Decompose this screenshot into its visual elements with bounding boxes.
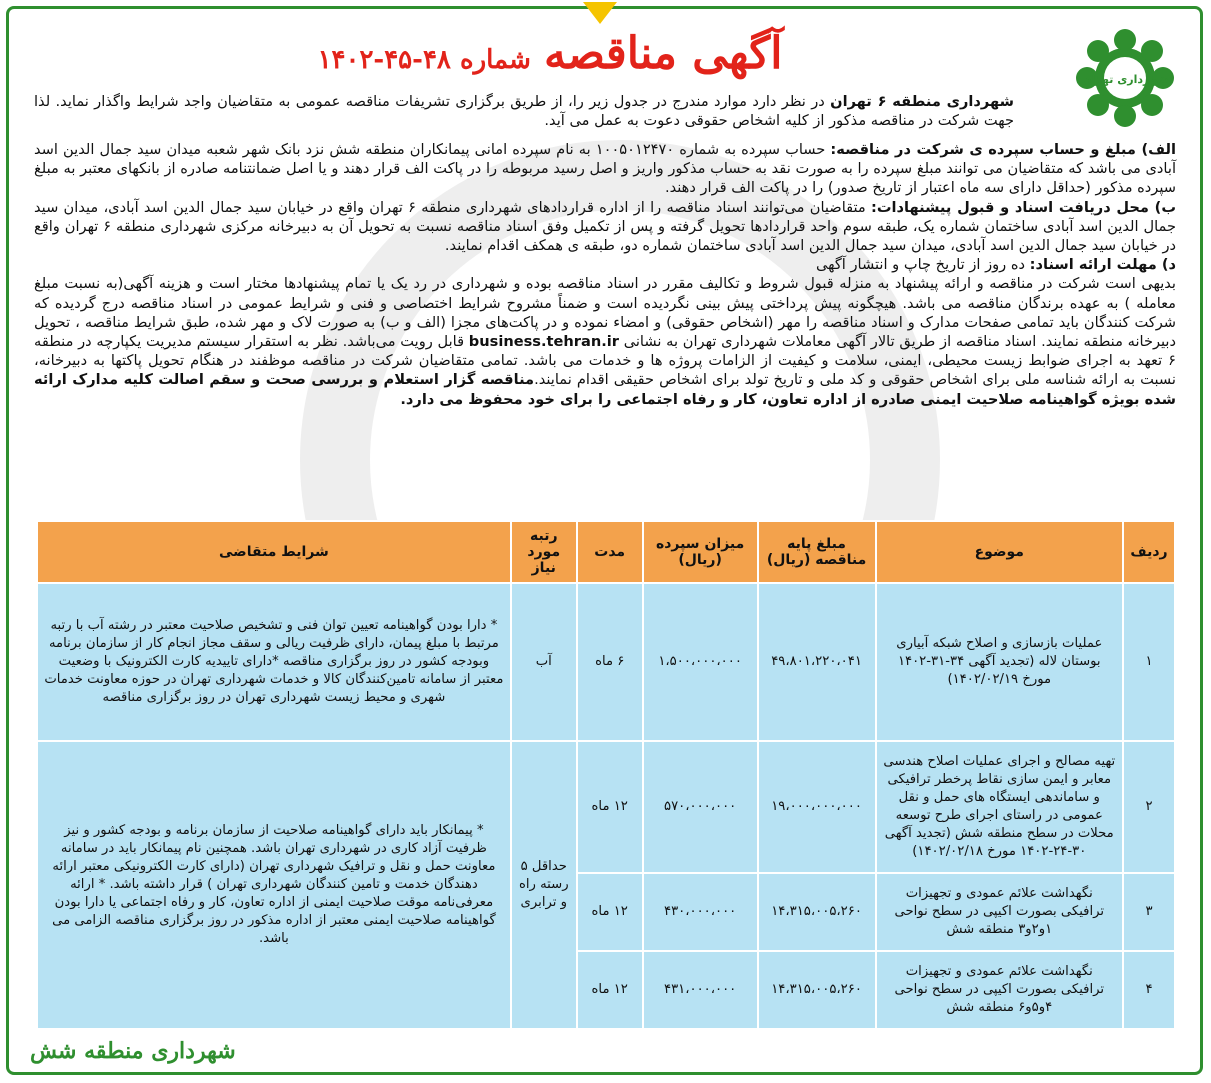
cell-duration: ۱۲ ماه [577,741,643,873]
section-b-text: متقاضیان می‌توانند اسناد مناقصه را از اداره قراردادهای شهرداری منطقه ۶ تهران واقع در خیابان سید جمال الدین اسد آبادی، میدان سید جمال الدین اسد آبادی ساختمان شماره یک، طبقه سوم واحد قراردادها تحویل گرفته و پس از تکمیل وفق اسناد مناقصه نسبت به تحویل آن به دبیرخانه مرکزی شهرداری منطقه ۶ تهران واقع در خیابان سید جمال الدین اسد آبادی، میدان سید جمال الدین اسد آبادی ساختمان شماره دو، طبقه ی همکف اقدام نمایند. [34,198,1176,255]
title-main: آگهی مناقصه [543,28,783,79]
ad-title [270,28,830,79]
cell-deposit: ۴۳۰،۰۰۰،۰۰۰ [643,873,758,951]
tender-table [36,520,1176,1030]
notes-bold-end: مناقصه گزار استعلام و بررسی صحت و سقم اصالت کلیه مدارک ارائه شده بویژه گواهینامه صلاحیت ایمنی صادره از اداره تعاون، کار و رفاه اجتماعی را برای خود محفوظ می دارد. [34,371,1176,408]
logo-text: شهرداری تهران [1082,73,1168,86]
table-row [37,583,1175,741]
cell-deposit: ۴۳۱،۰۰۰،۰۰۰ [643,951,758,1029]
cell-base-amount: ۱۹،۰۰۰،۰۰۰،۰۰۰ [758,741,876,873]
section-b-heading: ب) محل دریافت اسناد و قبول پیشنهادات: [871,198,1176,216]
cell-base-amount: ۱۴،۳۱۵،۰۰۵،۲۶۰ [758,873,876,951]
cell-subject: نگهداشت علائم عمودی و تجهیزات ترافیکی بصورت اکیپی در سطح نواحی ۱و۲و۳ منطقه شش [876,873,1123,951]
cell-base-amount: ۴۹،۸۰۱،۲۲۰،۰۴۱ [758,583,876,741]
tehran-municipality-logo-icon [1069,22,1181,134]
cell-deposit: ۵۷۰،۰۰۰،۰۰۰ [643,741,758,873]
cell-subject: عملیات بازسازی و اصلاح شبکه آبیاری بوستان لاله (تجدید آگهی ۳۴-۳۱-۱۴۰۲ مورخ ۱۴۰۲/۰۲/۱۹) [876,583,1123,741]
header-base-amount: مبلغ پایه مناقصه (ریال) [758,521,876,583]
title-number: شماره ۴۸-۴۵-۱۴۰۲ [317,45,531,75]
section-a-text: حساب سپرده به شماره ۱۰۰۵۰۱۲۴۷۰ به نام سپرده امانی پیمانکاران منطقه شش نزد بانک شهر شعبه میدان سید جمال الدین اسد آبادی می باشد که متقاضیان می توانند مبلغ سپرده را به صورت نقد به حساب مذکور واریز و اصل رسید مربوطه را در پاکت الف قرار دهند و یا اصل ضمانتنامه صادره از بانکهای معتبر به مبلغ سپرده مذکور (حداقل دارای سه ماه اعتبار از تاریخ صدور) را در پاکت الف قرار دهند. [34,141,1176,197]
notes-url: business.tehran.ir [468,333,619,351]
section-d-text: ده روز از تاریخ چاپ و انتشار آگهی [815,256,1030,274]
notes-text-2: قابل رویت می‌باشد. نظر به استقرار سیستم مدیریت یکپارچه در منطقه ۶ تعهد به اجرای ضوابط زیست محیطی، ایمنی، سلامت و کیفیت از الزامات پروژه ها و خدمات می باشد. تمامی متقاضیان شرکت در مناقصه موظفند در هنگام تحویل پاکتها به دبیرخانه، نسبت به ارائه شناسه ملی برای اشخاص حقوقی و کد ملی و تاریخ تولد برای اشخاص حقیقی اقدام نمایند. [34,333,1176,389]
cell-deposit: ۱،۵۰۰،۰۰۰،۰۰۰ [643,583,758,741]
cell-grade-merged: حداقل ۵ رسته راه و ترابری [511,741,577,1029]
cell-duration: ۱۲ ماه [577,873,643,951]
footer-signature: شهرداری منطقه شش [30,1038,236,1064]
section-a-heading: الف) مبلغ و حساب سپرده ی شرکت در مناقصه: [830,141,1176,158]
intro-org: شهرداری منطقه ۶ تهران [830,93,1014,110]
cell-duration: ۱۲ ماه [577,951,643,1029]
cell-grade: آب [511,583,577,741]
sections-block [34,140,1176,409]
cell-row-number: ۱ [1123,583,1175,741]
header-grade: رتبه مورد نیاز [511,521,577,583]
header-conditions: شرایط متقاضی [37,521,511,583]
header-duration: مدت [577,521,643,583]
cell-subject: نگهداشت علائم عمودی و تجهیزات ترافیکی بصورت اکیپی در سطح نواحی ۴و۵و۶ منطقه شش [876,951,1123,1029]
intro-block [34,92,1014,130]
header-subject: موضوع [876,521,1123,583]
header-row-number: ردیف [1123,521,1175,583]
cell-conditions-merged: * پیمانکار باید دارای گواهینامه صلاحیت از سازمان برنامه و بودجه کشور و نیز ظرفیت آزاد کاری در شهرداری تهران باشد. همچنین نام پیمانکار باید در سامانه معاونت حمل و نقل و ترافیک شهرداری تهران (دارای کارت الکترونیکی معتبر ارائه دهندگان خدمت و تامین کنندگان شهرداری تهران ) قرار داشته باشد. * ارائه معرفی‌نامه موقت صلاحیت ایمنی از اداره تعاون، کار و رفاه اجتماعی یا دارا بودن گواهینامه صلاحیت ایمنی معتبر از اداره مذکور در روز برگزاری مناقصه الزامی می باشد. [37,741,511,1029]
intro-text: در نظر دارد موارد مندرج در جدول زیر را، از طریق برگزاری تشریفات مناقصه عمومی به متقاضیان واجد شرایط واگذار نماید. لذا جهت شرکت در مناقصه مذکور از کلیه اشخاص حقوقی دعوت به عمل می آید. [34,93,1014,130]
cell-conditions: * دارا بودن گواهینامه تعیین توان فنی و تشخیص صلاحیت معتبر در رشته آب با رتبه مرتبط با مبلغ پیمان، دارای ظرفیت ریالی و سقف مجاز انجام کار از سازمان برنامه وبودجه کشور در روز برگزاری مناقصه *دارای تاییدیه کارت الکترونیک با وضعیت معتبر از سامانه تامین‌کنندگان کالا و خدمات شهرداری تهران در حوزه معاونت خدمات شهری و محیط زیست شهرداری تهران در روز برگزاری مناقصه [37,583,511,741]
table-header-row [37,521,1175,583]
cell-row-number: ۴ [1123,951,1175,1029]
header-deposit: میزان سپرده (ریال) [643,521,758,583]
section-d-heading: د) مهلت ارائه اسناد: [1029,256,1176,274]
notes-text: بدیهی است شرکت در مناقصه و ارائه پیشنهاد به منزله قبول شروط و تکالیف مقرر در اسناد مناقصه بوده و شهرداری در رد یک یا تمام پیشنهادها مختار است و هزینه آگهی(به نسبت مبلغ معامله ) به عهده برندگان مناقصه می باشد. هیچگونه پیش پرداختی پیش بینی نگردیده است و ضمناً مشروح شرایط اختصاصی و فنی و شرایط عمومی در اسناد مناقصه درج گردیده که شرکت کنندگان باید تمامی صفحات مدارک و اسناد مناقصه را مهر (اشخاص حقوقی) و امضاء نموده و در پاکت‌های مجزا (الف و ب) به صورت لاک و مهر شده، طبق شرایط مناقصه ، تحویل دبیرخانه منطقه نمایند. اسناد مناقصه از طریق تالار آگهی معاملات شهرداری تهران به نشانی [34,275,1176,351]
table-row [37,741,1175,873]
cell-row-number: ۲ [1123,741,1175,873]
cell-subject: تهیه مصالح و اجرای عملیات اصلاح هندسی معابر و ایمن سازی نقاط پرخطر ترافیکی و ساماندهی ایستگاه های حمل و نقل عمومی در راستای اجرای طرح توسعه محلات در سطح منطقه شش (تجدید آگهی ۳۰-۲۴-۱۴۰۲ مورخ ۱۴۰۲/۰۲/۱۸) [876,741,1123,873]
cell-duration: ۶ ماه [577,583,643,741]
cell-base-amount: ۱۴،۳۱۵،۰۰۵،۲۶۰ [758,951,876,1029]
cell-row-number: ۳ [1123,873,1175,951]
